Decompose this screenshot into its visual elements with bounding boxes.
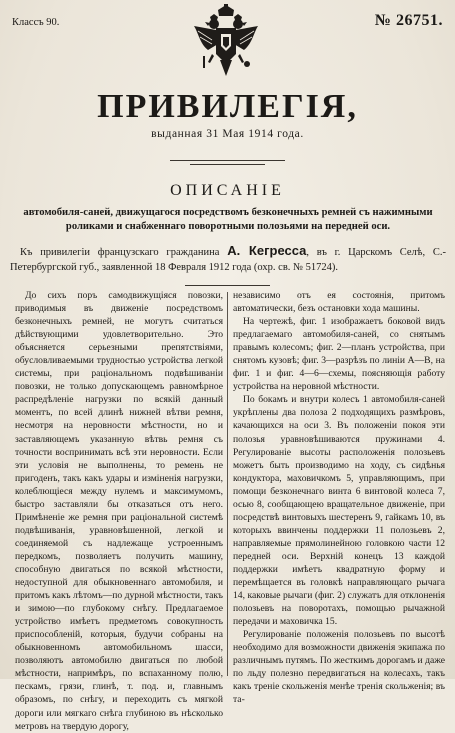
paragraph: До сихъ поръ самодвижущіяся повозки, приводимыя въ движеніе посредствомъ безконечныхъ ремней, не могутъ считаться дѣйствующими удовлетворительно. Это объясняется серьезными препятствіями, обусловливаемыми трудностью устройства легкой системы, при раціональномъ подвѣшиваніи повозки, не только допускающемъ равномѣрное распредѣленіе нагрузки по всякій данный моментъ, по всей длинѣ нижней вѣтви ремня, несмотря на неровности мѣстности, но и заставляющемъ указанную вѣтвь ремня съ точности воспринимать всѣ эти неровности. Если эти условія не выполнены, то ремень не пригоденъ, такъ какъ удары и изміненія нагрузки, колеблющіеся между нулемъ и максимумомъ, быстро заставляли бы отказаться отъ него. Примѣненіе же ремня при раціональной системѣ подвѣшиванія, уравновѣшенной, легкой и соединяемой съ надлежаще устроеннымъ передкомъ, позволяетъ получить машину, способную двигаться по всякой мѣстности, недоступной для обыкновеннаго автомобиля, и притомъ какъ лѣтомъ—по дурной мѣстности, такъ и зимою—по глубокому снѣгу. Предлагаемое устройство имѣетъ предметомъ совокупность приспособленій, которыя, будучи собраны на обыкновенномъ автомобильномъ шасси, позволяютъ автомобилю двигаться по любой мѣстности, напримѣръ, по вспаханному полю, пескамъ, грязи, глинѣ, т. под. и, главнымъ образомъ, по снѣгу, и переходить съ мягкой дороги или мягкаго снѣга глубиною въ нѣсколько метровъ на твердую дорогу, <box>15 290 224 732</box>
issue-date: выданная 31 Мая 1914 года. <box>151 128 304 140</box>
section-title: ОПИСАНІЕ <box>170 182 285 199</box>
patent-number: № 26751. <box>374 12 443 29</box>
divider-top <box>170 160 285 161</box>
inventor-name: А. Кегресса <box>227 243 307 258</box>
paragraph: По бокамъ и внутри колесъ 1 автомобиля-саней укрѣплены два полоза 2 подходящихъ размѣровъ, качающихся на оси 3. Въ положеніи покоя эти полозья уравновѣшиваются пружинами 4. Регулированіе высоты расположенія полозьевъ можетъ быть производимо на ходу, съ сидѣнья кондуктора, маховичкомъ 5, управляющимъ, при помощи безконечнаго винта 6 винтовой колеса 7, осью 8, сообщающею вращательное движеніе, при посредствѣ винтовыхъ шестеренъ 9, гайкамъ 10, въ которыхъ ввинчены поддержки 11 полозьевъ 2, направляемые прямолинейною головкою части 12 передней оси. Верхній конецъ 13 каждой поддержки имѣетъ квадратную форму и перемѣщается въ головкѣ направляющаго рычага 14, каковые рычаги (фиг. 2) служатъ для отклоненія полозьевъ на поворотахъ, помощью рычажной передачи и маховичка 15. <box>233 394 445 628</box>
double-headed-eagle-icon <box>190 4 262 78</box>
left-column <box>15 289 223 733</box>
patent-subject: автомобиля-саней, движущагося посредствомъ безконечныхъ ремней съ нажимными роликами и снабженнаго поворотными полозьями на передней оси. <box>23 207 433 232</box>
intro-suffix: , въ г. Царскомъ Селѣ, С.-Петербургской губ., заявленной 18 Февраля 1912 года (охр. св. № 51724). <box>10 247 446 273</box>
intro-prefix: Къ привилегіи французскаго гражданина <box>20 247 220 258</box>
patent-intro <box>10 244 446 275</box>
column-divider <box>227 292 228 676</box>
class-label: Классъ 90. <box>12 17 60 28</box>
divider-top-2 <box>190 164 265 165</box>
paragraph: На чертежѣ, фиг. 1 изображаетъ боковой видъ предлагаемаго автомобиля-саней, со снятымъ правымъ колесомъ; фиг. 2—планъ устройства, при снятомъ кузовѣ; фиг. 3—разрѣзъ по линіи А—В, на фиг. 1 и фиг. 4—6—схемы, поясняющія работу устройства на неровной мѣстности. <box>233 316 445 393</box>
right-column <box>233 289 445 707</box>
divider-bottom <box>185 285 270 286</box>
document-title: ПРИВИЛЕГІЯ, <box>97 88 358 125</box>
paragraph: Регулированіе положенія полозьевъ по высотѣ необходимо для возможности движенія экипажа по различнымъ путямъ. По жесткимъ дорогамъ и даже по льду полезно передвигаться на колесахъ, такъ какъ треніе скольженія менѣе тренія скольженія; въ та- <box>233 629 445 706</box>
paragraph: независимо отъ ея состоянія, притомъ автоматически, безъ остановки хода машины. <box>233 290 445 315</box>
